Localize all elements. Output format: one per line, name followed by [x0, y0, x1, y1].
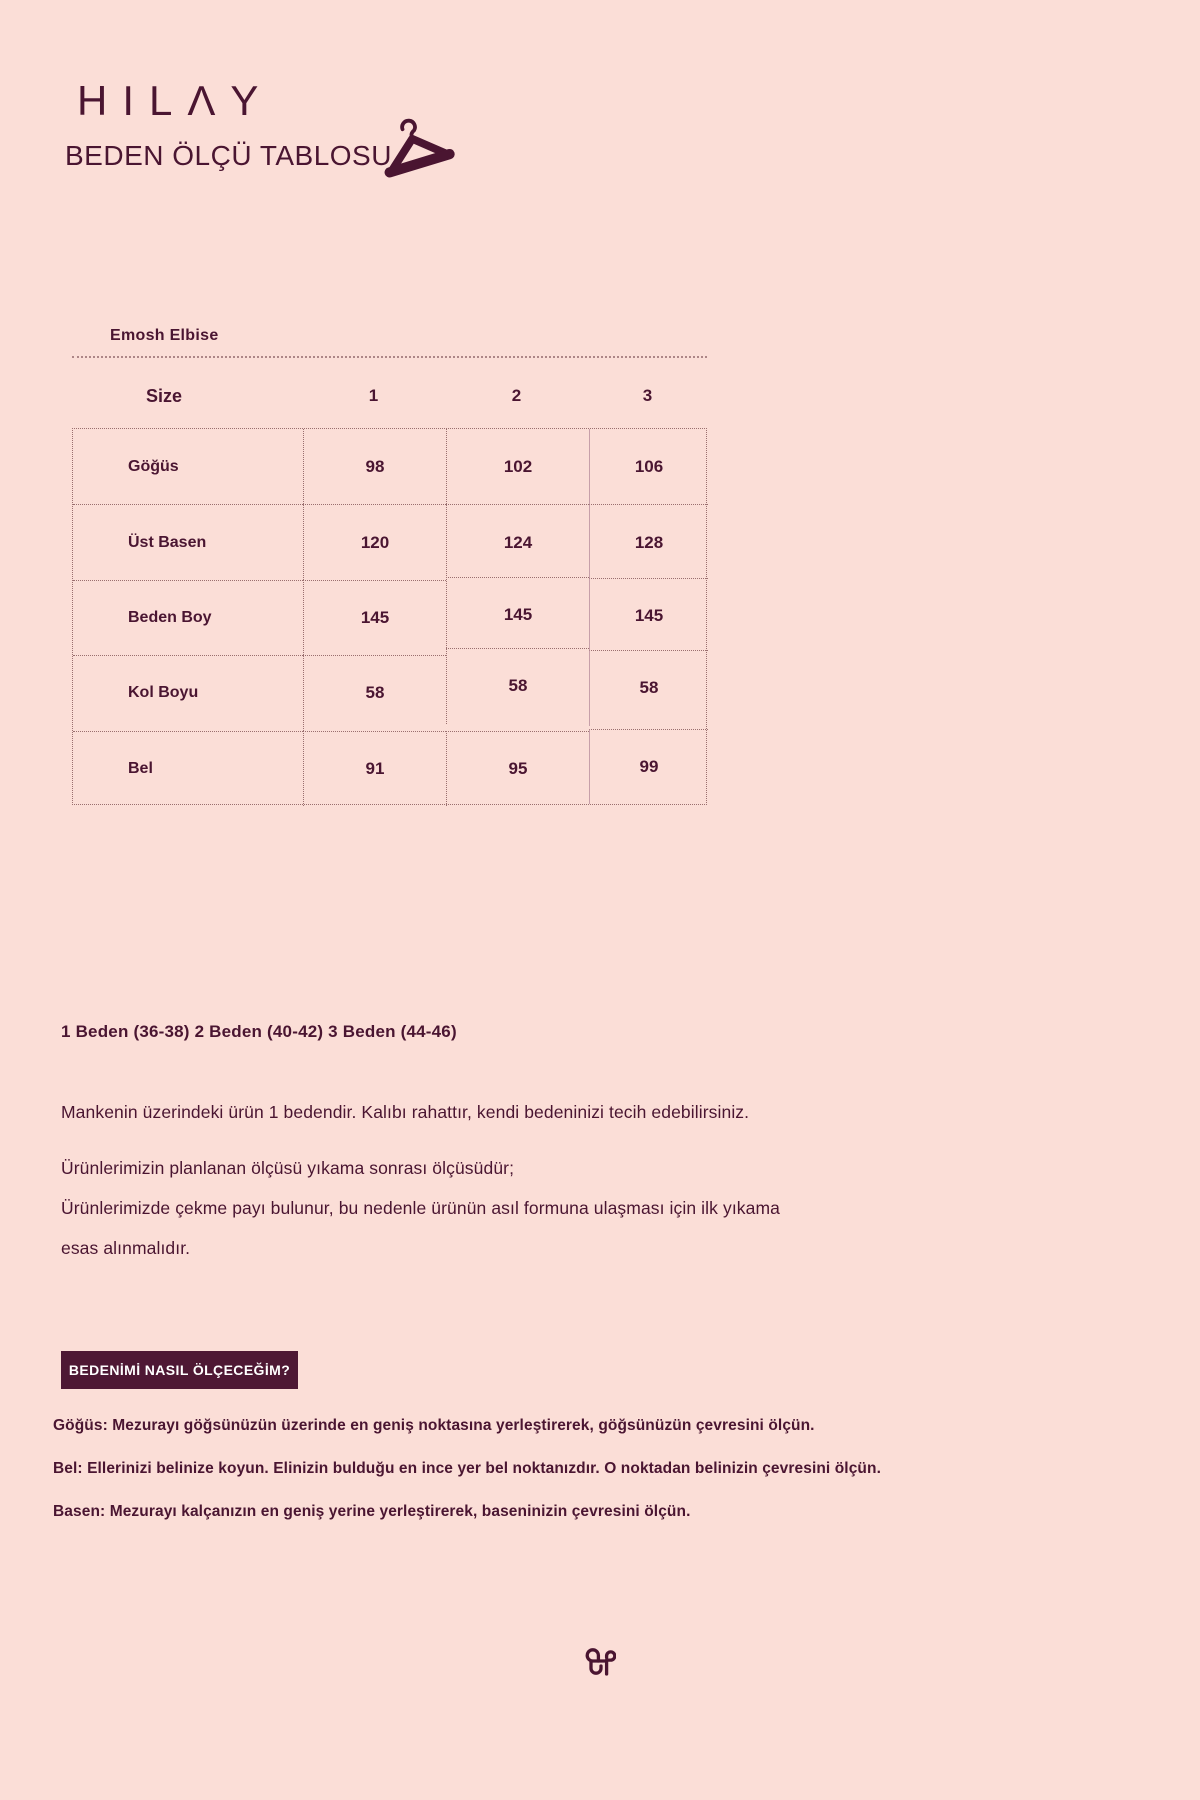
table-cell: 91 — [303, 731, 446, 806]
size-range-note: 1 Beden (36-38) 2 Beden (40-42) 3 Beden (44-46) — [61, 1022, 457, 1041]
table-cell: 106 — [589, 429, 708, 504]
size-2-header: 2 — [511, 386, 522, 405]
page-title: BEDEN ÖLÇÜ TABLOSU — [65, 140, 392, 171]
table-cell: 102 — [446, 429, 589, 504]
size-3-header: 3 — [642, 386, 653, 405]
row-label-ust-basen: Üst Basen — [73, 504, 303, 579]
table-cell: 124 — [446, 504, 589, 579]
measuring-instructions — [53, 1416, 1153, 1545]
table-cell: 95 — [446, 731, 589, 806]
table-cell: 128 — [589, 504, 708, 579]
wash-shrinkage-note — [61, 1148, 780, 1268]
row-label-bel: Bel — [73, 731, 303, 806]
table-cell: 99 — [589, 729, 708, 804]
row-label-gogus: Göğüs — [128, 457, 179, 475]
table-cell: 58 — [446, 648, 589, 723]
table-cell: 145 — [303, 580, 446, 655]
table-cell: 120 — [303, 504, 446, 579]
size-table — [72, 428, 707, 805]
model-size-note: Mankenin üzerindeki ürün 1 bedendir. Kalıbı rahattır, kendi bedeninizi tecih edebilirsiniz. — [61, 1102, 750, 1122]
wash-note-line: esas alınmalıdır. — [61, 1238, 191, 1258]
divider-line — [72, 356, 707, 358]
wash-note-line: Ürünlerimizde çekme payı bulunur, bu nedenle ürünün asıl formuna ulaşması için ilk yıkama — [61, 1198, 780, 1218]
instruction-basen: Basen: Mezurayı kalçanızın en geniş yerine yerleştirerek, baseninizin çevresini ölçün. — [53, 1503, 691, 1520]
hilay-monogram-icon — [582, 1645, 616, 1683]
brand-logo: HILΛY — [77, 77, 274, 124]
hanger-icon — [376, 112, 456, 182]
instruction-bel: Bel: Ellerinizi belinize koyun. Elinizin bulduğu en ince yer bel noktanızdır. O noktadan belinizin çevresini ölçün. — [53, 1460, 881, 1477]
table-cell: 58 — [589, 650, 708, 725]
table-cell: 58 — [303, 655, 446, 730]
size-column-header: Size — [146, 385, 183, 406]
size-table-header — [72, 378, 707, 414]
wash-note-line: Ürünlerimizin planlanan ölçüsü yıkama sonrası ölçüsüdür; — [61, 1158, 515, 1178]
size-1-header: 1 — [368, 386, 379, 405]
table-cell: 145 — [446, 577, 589, 652]
how-to-measure-button[interactable]: BEDENİMİ NASIL ÖLÇECEĞİM? — [61, 1351, 298, 1389]
row-label-beden-boy: Beden Boy — [73, 580, 303, 655]
product-name: Emosh Elbise — [110, 327, 219, 344]
row-label-kol-boyu: Kol Boyu — [73, 655, 303, 730]
table-cell: 98 — [303, 429, 446, 504]
instruction-gogus: Göğüs: Mezurayı göğsünüzün üzerinde en geniş noktasına yerleştirerek, göğsünüzün çevresini ölçün. — [53, 1417, 815, 1434]
table-cell: 145 — [589, 578, 708, 653]
